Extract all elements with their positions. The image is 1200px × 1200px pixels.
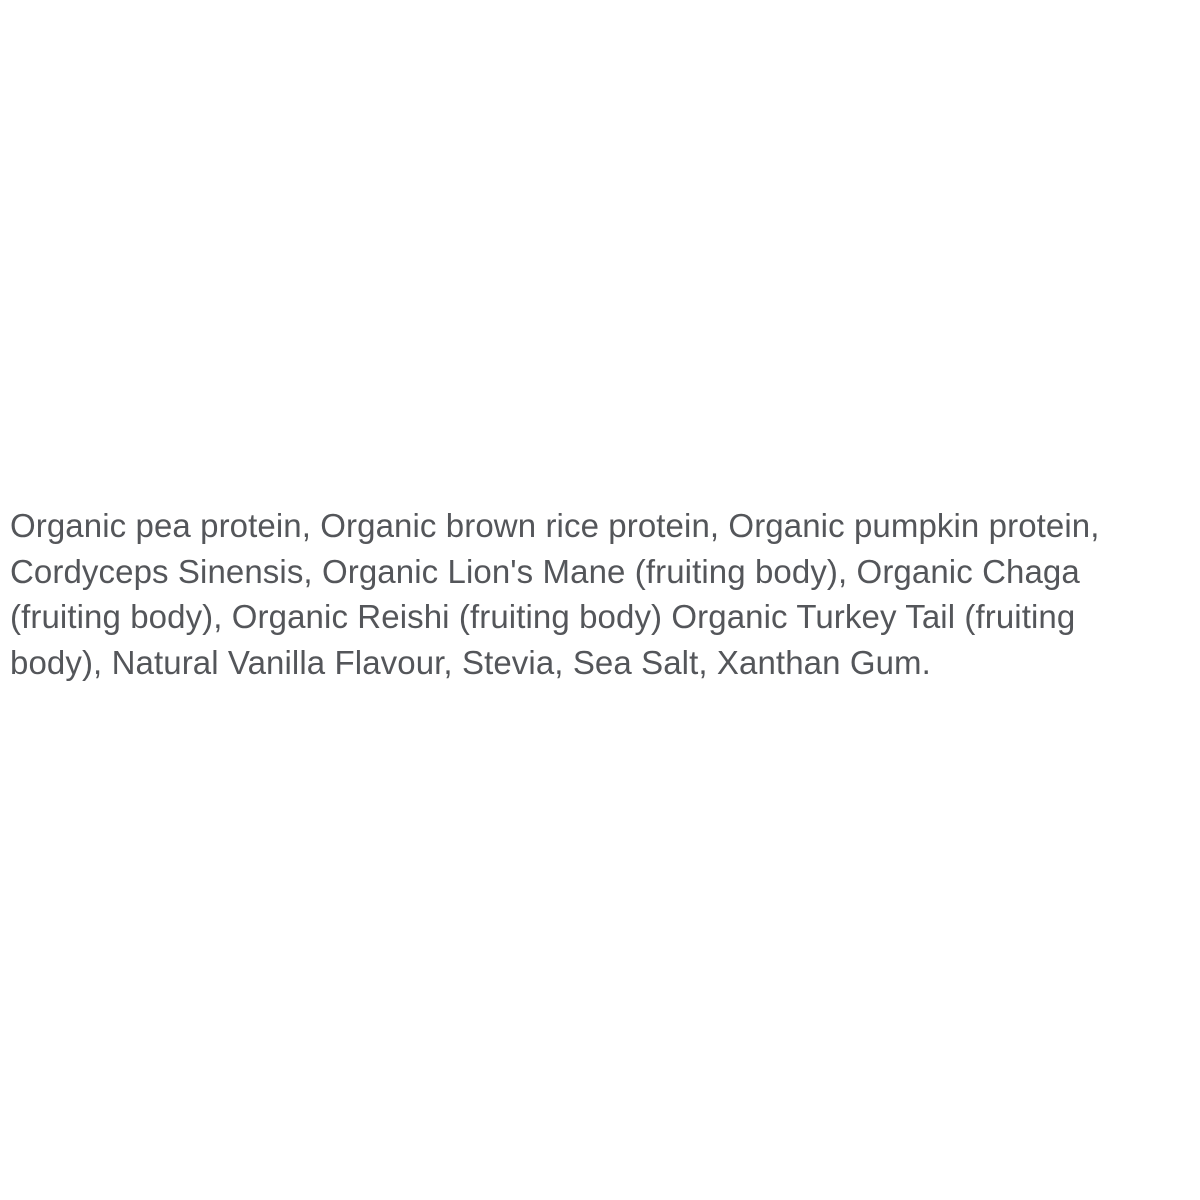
ingredients-line: Organic pea protein, Organic brown rice protein, Organic pumpkin protein, bbox=[10, 507, 1100, 544]
ingredients-line: body), Natural Vanilla Flavour, Stevia, Sea Salt, Xanthan Gum. bbox=[10, 643, 931, 681]
ingredients-line: (fruiting body), Organic Reishi (fruiting body) Organic Turkey Tail (fruiting bbox=[10, 598, 1076, 635]
ingredients-paragraph bbox=[0, 503, 1200, 685]
ingredients-line: Cordyceps Sinensis, Organic Lion's Mane (fruiting body), Organic Chaga bbox=[10, 552, 1080, 590]
